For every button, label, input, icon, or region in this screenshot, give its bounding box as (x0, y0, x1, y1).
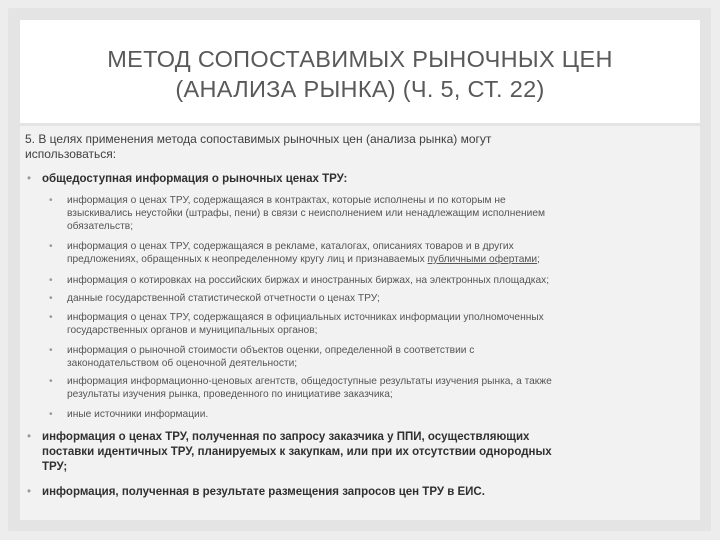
text-line: обязательств; (67, 221, 134, 232)
sub-list-item-text (67, 194, 697, 233)
bullet-marker: • (27, 486, 32, 498)
title-line-2: (АНАЛИЗА РЫНКА) (Ч. 5, СТ. 22) (175, 76, 545, 102)
text-line: законодательством об оценочной деятельности; (67, 358, 298, 369)
text-line: поставки идентичных ТРУ, планируемых к закупкам, или при их отсутствии однородных (42, 446, 552, 458)
bullet-marker: • (49, 293, 53, 304)
text-line: информация о ценах ТРУ, полученная по запросу заказчика у ППИ, осуществляющих (42, 431, 530, 443)
bullet-marker: • (49, 345, 53, 356)
bullet-marker: • (49, 312, 53, 323)
text-line: результаты изучения рынка, проведенного по инициативе заказчика; (67, 389, 393, 400)
list-item-text: информация, полученная в результате размещения запросов цен ТРУ в ЕИС. (42, 486, 485, 498)
text-line: информация о рыночной стоимости объектов оценки, определенной в соответствии с (67, 345, 475, 356)
text-line: информация о ценах ТРУ, содержащаяся в официальных источниках информации уполномоченных (67, 312, 544, 323)
text-line: информация о ценах ТРУ, содержащаяся в контрактах, которые исполнены и по которым не (67, 195, 506, 206)
bullet-marker: • (27, 431, 32, 443)
bullet-marker: • (49, 275, 53, 286)
bullet-marker: • (27, 173, 32, 185)
list-item-text (42, 430, 682, 475)
text-punctuation: ; (537, 254, 540, 265)
bullet-marker: • (49, 195, 53, 206)
text-line: ТРУ; (42, 461, 68, 473)
slide-title (20, 44, 700, 104)
sub-list-item-text: информация о котировках на российских биржах и иностранных биржах, на электронных площадках; (67, 275, 550, 286)
sub-list-item-text (67, 240, 697, 266)
text-line: взыскивались неустойки (штрафы, пени) в связи с неисполнением или ненадлежащим исполнением (67, 208, 546, 219)
sub-list-item-text: иные источники информации. (67, 409, 209, 420)
title-box (20, 20, 700, 123)
intro-line-2: использоваться: (25, 147, 117, 161)
title-line-1: МЕТОД СОПОСТАВИМЫХ РЫНОЧНЫХ ЦЕН (107, 46, 613, 72)
sub-list-item-text (67, 375, 697, 401)
text-line: информация о ценах ТРУ, содержащаяся в рекламе, каталогах, описаниях товаров и в других (67, 241, 514, 252)
bullet-marker: • (49, 376, 53, 387)
bullet-marker: • (49, 241, 53, 252)
text-line: предложениях, обращенных к неопределенному кругу лиц и признаваемых (67, 254, 428, 265)
text-line: информация информационно-ценовых агентств, общедоступные результаты изучения рынка, а также (67, 376, 552, 387)
sub-list-item-text (67, 344, 697, 370)
intro-line-1: 5. В целях применения метода сопоставимых рыночных цен (анализа рынка) могут (25, 132, 492, 146)
public-offers-link[interactable]: публичными офертами (427, 254, 538, 265)
content-box (20, 126, 700, 520)
intro-paragraph (25, 132, 685, 162)
sub-list-item-text: данные государственной статистической отчетности о ценах ТРУ; (67, 293, 380, 304)
sub-list-item-text (67, 311, 697, 337)
text-line: государственных органов и муниципальных органов; (67, 325, 318, 336)
list-item-text: общедоступная информация о рыночных ценах ТРУ: (42, 173, 348, 185)
bullet-marker: • (49, 409, 53, 420)
